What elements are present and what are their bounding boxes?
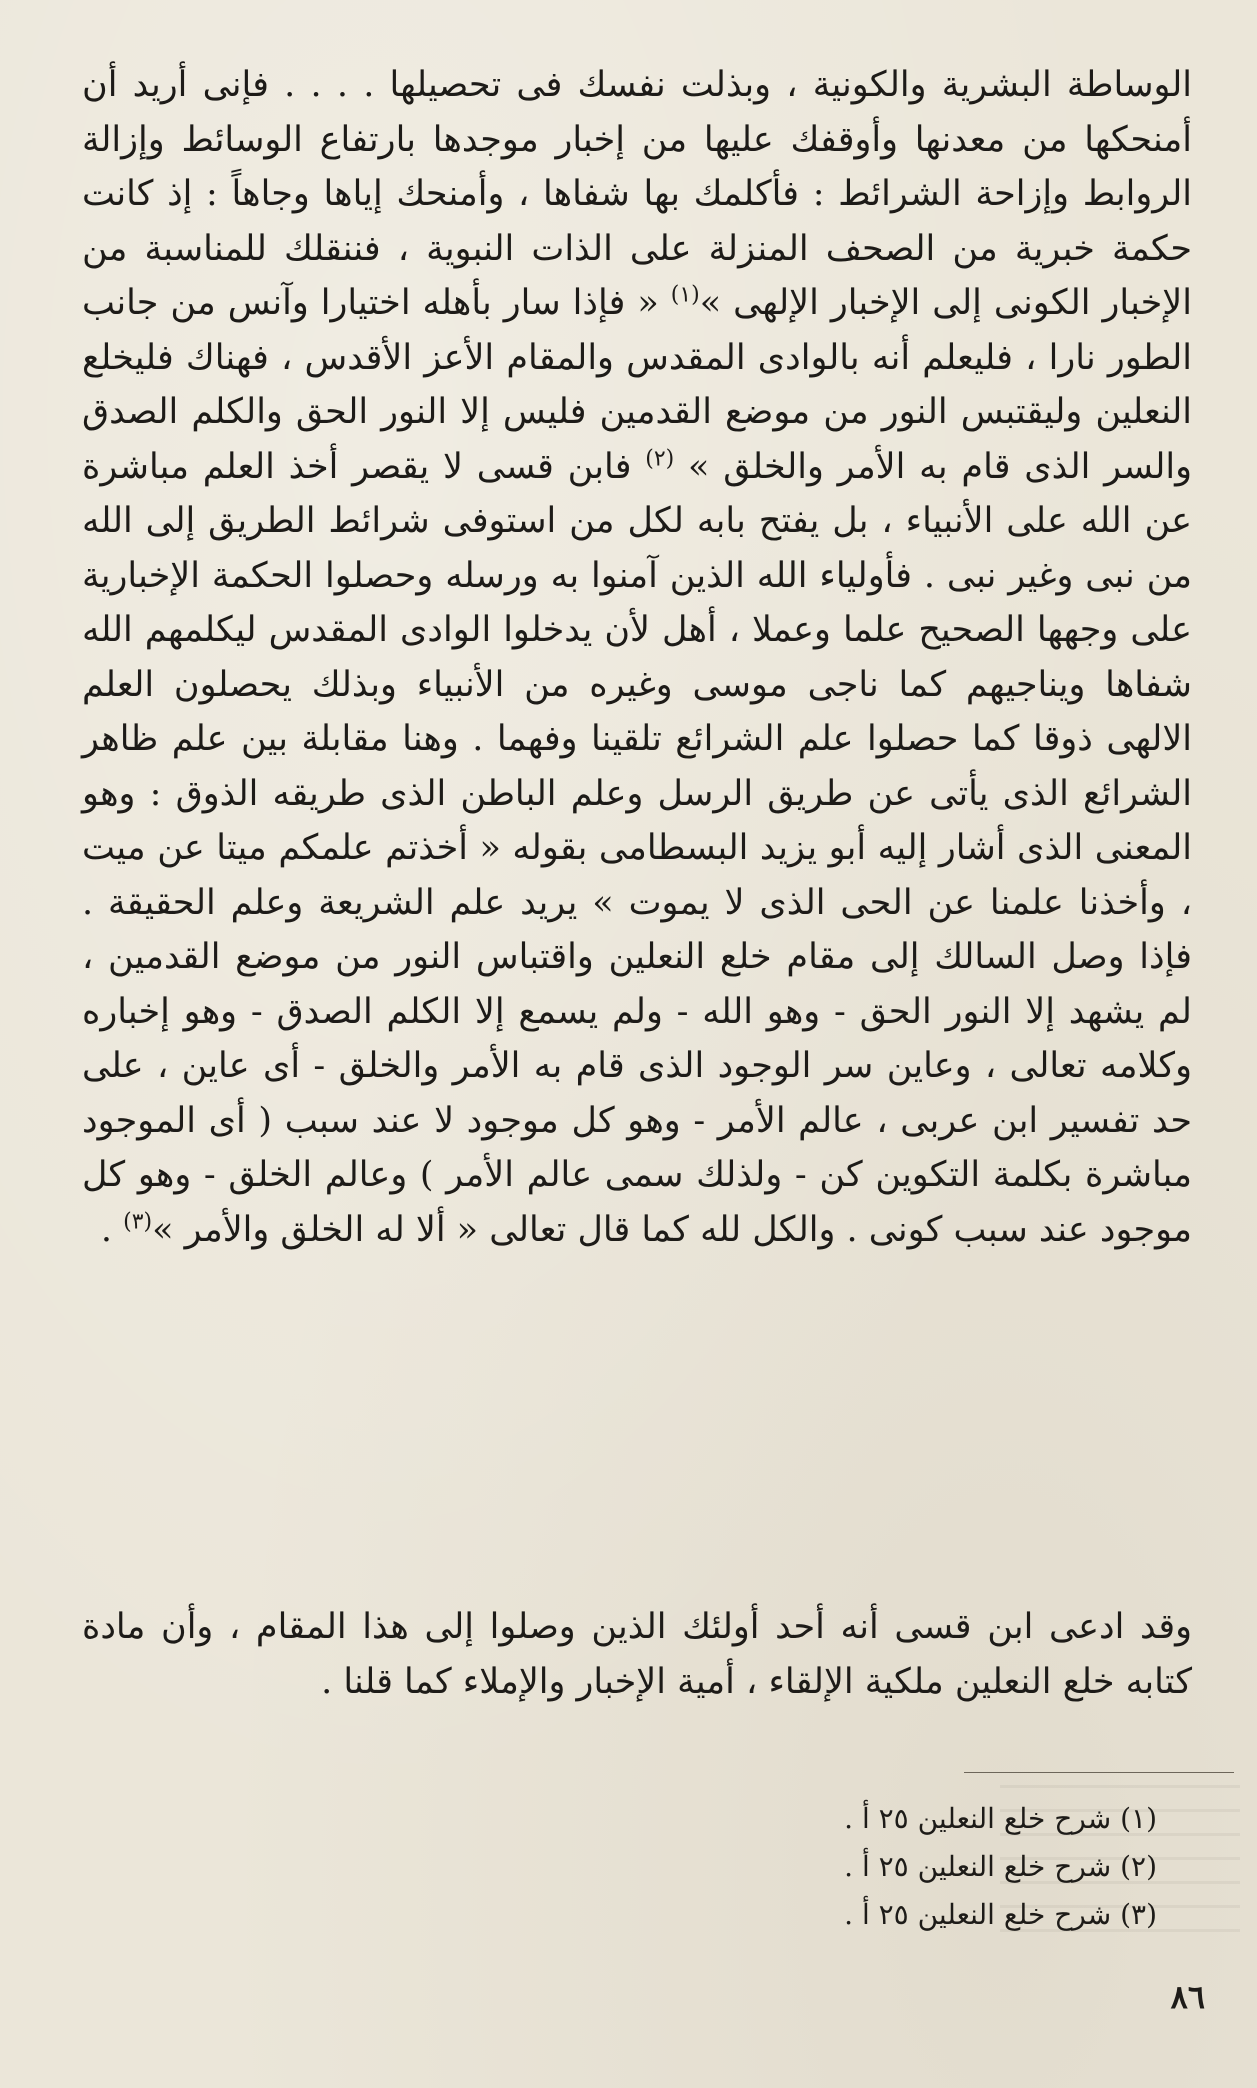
text-line: التكوين كن - ولذلك سمى عالم الأمر ) وعالم الخلق - وهو كل موجود (82, 1155, 1192, 1250)
text-line: الشرائع الذى يأتى عن طريق الرسل وعلم الباطن الذى طريقه الذوق : (149, 773, 1192, 814)
page-number: ٨٦ (1170, 1978, 1205, 2016)
text-line: عن ميت ، وأخذنا علمنا عن الحى الذى لا يموت » يريد علم الشريعة (82, 828, 1193, 923)
text-line: الأعز الأقدس ، فهناك فليخلع النعلين وليقتبس النور من موضع القدمين (82, 337, 1192, 432)
text-line: إلا الكلم الصدق - وهو إخباره وكلامه تعالى ، وعاين سر الوجود (82, 991, 1192, 1086)
footnote-reference-2: (٢) (645, 445, 675, 471)
footnotes (557, 1795, 1157, 1939)
text-line: مادة كتابه خلع النعلين ملكية الإلقاء ، أمية الإخبار والإملاء كما قلنا . (82, 1607, 1192, 1702)
text-line: وإزالة الروابط وإزاحة الشرائط : فأكلمك بها شفاها ، وأمنحك إياها (82, 119, 1192, 214)
footnote-3: (٣) شرح خلع النعلين ٢٥ أ . (844, 1898, 1157, 1931)
text-line: لكل من استوفى شرائط الطريق إلى الله من نبى وغير نبى . فأولياء الله (82, 501, 1192, 596)
text-line: فابن قسى لا يقصر أخذ العلم مباشرة عن الله على الأنبياء ، بل يفتح بابه (82, 446, 1192, 541)
text-line: علما وعملا ، أهل لأن يدخلوا الوادى المقدس ليكلمهم الله شفاها (82, 610, 1192, 705)
text-line: الوساطة البشرية والكونية ، وبذلت نفسك فى تحصيلها . . . . فإنى أريد (132, 65, 1192, 105)
text-line: ذوقا كما حصلوا علم الشرائع تلقينا وفهما . وهنا مقابلة بين علم ظاهر (82, 719, 1093, 759)
footnote-2: (٢) شرح خلع النعلين ٢٥ أ . (844, 1850, 1157, 1883)
text-line: « فإذا سار بأهله (422, 283, 671, 323)
text-line: عالم الأمر - وهو كل موجود لا عند سبب ( أى الموجود مباشرة بكلمة (82, 1100, 1192, 1195)
text-line: أن أمنحكها من معدنها وأوقفك عليها من إخبار موجدها بارتفاع الوسائط (82, 65, 1192, 160)
text-line: وجاهاً : إذ كانت حكمة خبرية من الصحف المنزلة على الذات النبوية ، (82, 174, 1192, 269)
footnote-divider (964, 1772, 1234, 1773)
footnote-1: (١) شرح خلع النعلين ٢٥ أ . (844, 1802, 1157, 1835)
footnote-reference-3: (٣) (123, 1208, 153, 1234)
text-line: الذى قام به الأمر والخلق - أى عاين ، على حد تفسير ابن عربى ، (82, 1046, 1192, 1141)
text-line: اختيارا وآنس من جانب الطور نارا ، فليعلم أنه بالوادى المقدس والمقام (82, 283, 1192, 378)
text-line: . (100, 1209, 124, 1250)
main-paragraph (82, 58, 1192, 1257)
text-line: وهو المعنى الذى أشار إليه أبو يزيد البسطامى بقوله « أخذتم علمكم ميتا (82, 773, 1192, 868)
second-paragraph (82, 1600, 1192, 1709)
text-line: فليس إلا النور الحق والكلم الصدق والسر الذى قام به الأمر والخلق » (82, 392, 1192, 487)
text-line: وقد ادعى ابن قسى أنه أحد أولئك الذين وصلوا إلى هذا المقام ، وأن (161, 1607, 1192, 1647)
text-line: ويناجيهم كما ناجى موسى وغيره من الأنبياء وبذلك يحصلون العلم الالهى (82, 664, 1192, 759)
footnote-reference-1: (١) (670, 282, 700, 308)
text-line: وعلم الحقيقة . فإذا وصل السالك إلى مقام خلع النعلين واقتباس النور (82, 882, 1192, 977)
text-line: فننقلك للمناسبة من الإخبار الكونى إلى الإخبار الإلهى » (82, 228, 1192, 323)
text-line: الذين آمنوا به ورسله وحصلوا الحكمة الإخبارية على وجهها الصحيح (82, 555, 1192, 650)
text-line: عند سبب كونى . والكل لله كما قال تعالى « ألا له الخلق والأمر » (152, 1209, 1089, 1250)
text-line: من موضع القدمين ، لم يشهد إلا النور الحق - وهو الله - ولم يسمع (82, 937, 1192, 1032)
